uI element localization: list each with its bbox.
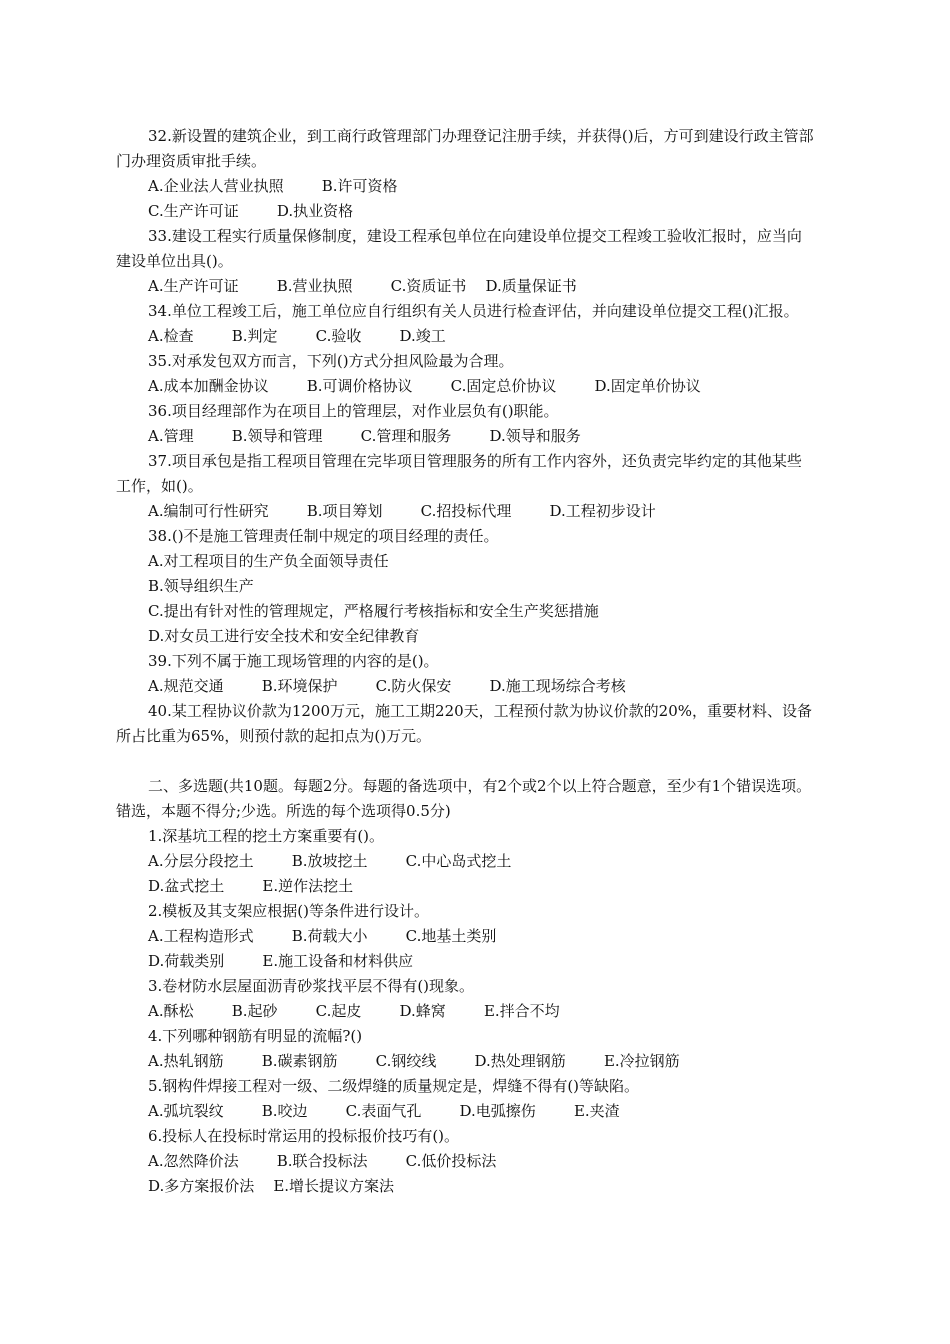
question-34: 34.单位工程竣工后，施工单位应自行组织有关人员进行检查评估，并向建设单位提交工程()汇报。 bbox=[148, 302, 799, 320]
section-2-heading: 二、多选题(共10题。每题2分。每题的备选项中，有2个或2个以上符合题意，至少有1个错误选项。错选，本题不得分;少选。所选的每个选项得0.5分) bbox=[116, 777, 812, 820]
mc-question-1: 1.深基坑工程的挖土方案重要有()。 bbox=[148, 827, 385, 845]
mc-options-1-d: D.盆式挖土 E.逆作法挖土 bbox=[148, 877, 354, 895]
mc-question-5: 5.钢构件焊接工程对一级、二级焊缝的质量规定是，焊缝不得有()等缺陷。 bbox=[148, 1077, 640, 1095]
question-39: 39.下列不属于施工现场管理的内容的是()。 bbox=[148, 652, 439, 670]
options-38-b: B.领导组织生产 bbox=[148, 577, 254, 595]
mc-options-5: A.弧坑裂纹 B.咬边 C.表面气孔 D.电弧擦伤 E.夹渣 bbox=[148, 1102, 620, 1120]
options-37: A.编制可行性研究 B.项目筹划 C.招投标代理 D.工程初步设计 bbox=[148, 502, 656, 520]
document-page bbox=[116, 124, 816, 1199]
options-33: A.生产许可证 B.营业执照 C.资质证书 D.质量保证书 bbox=[148, 277, 577, 295]
question-38: 38.()不是施工管理责任制中规定的项目经理的责任。 bbox=[148, 527, 499, 545]
mc-question-3: 3.卷材防水层屋面沥青砂浆找平层不得有()现象。 bbox=[148, 977, 475, 995]
mc-question-2: 2.模板及其支架应根据()等条件进行设计。 bbox=[148, 902, 430, 920]
question-35: 35.对承发包双方而言，下列()方式分担风险最为合理。 bbox=[148, 352, 514, 370]
question-32: 32.新设置的建筑企业，到工商行政管理部门办理登记注册手续，并获得()后，方可到建设行政主管部门办理资质审批手续。 bbox=[116, 127, 814, 170]
mc-question-6: 6.投标人在投标时常运用的投标报价技巧有()。 bbox=[148, 1127, 460, 1145]
options-38-c: C.提出有针对性的管理规定，严格履行考核指标和安全生产奖惩措施 bbox=[148, 602, 599, 620]
options-34: A.检查 B.判定 C.验收 D.竣工 bbox=[148, 327, 446, 345]
question-36: 36.项目经理部作为在项目上的管理层，对作业层负有()职能。 bbox=[148, 402, 559, 420]
mc-options-2-a: A.工程构造形式 B.荷载大小 C.地基土类别 bbox=[148, 927, 497, 945]
question-40: 40.某工程协议价款为1200万元，施工工期220天，工程预付款为协议价款的20%，重要材料、设备所占比重为65%，则预付款的起扣点为()万元。 bbox=[116, 702, 813, 745]
mc-options-2-d: D.荷载类别 E.施工设备和材料供应 bbox=[148, 952, 414, 970]
options-32-c: C.生产许可证 D.执业资格 bbox=[148, 202, 354, 220]
mc-options-1-a: A.分层分段挖土 B.放坡挖土 C.中心岛式挖土 bbox=[148, 852, 512, 870]
mc-options-6-a: A.忽然降价法 B.联合投标法 C.低价投标法 bbox=[148, 1152, 497, 1170]
options-32-a: A.企业法人营业执照 B.许可资格 bbox=[148, 177, 398, 195]
mc-options-3: A.酥松 B.起砂 C.起皮 D.蜂窝 E.拌合不均 bbox=[148, 1002, 560, 1020]
mc-options-4: A.热轧钢筋 B.碳素钢筋 C.钢绞线 D.热处理钢筋 E.冷拉钢筋 bbox=[148, 1052, 680, 1070]
options-38-a: A.对工程项目的生产负全面领导责任 bbox=[148, 552, 389, 570]
mc-options-6-d: D.多方案报价法 E.增长提议方案法 bbox=[148, 1177, 395, 1195]
question-37: 37.项目承包是指工程项目管理在完毕项目管理服务的所有工作内容外，还负责完毕约定的其他某些工作，如()。 bbox=[116, 452, 802, 495]
options-38-d: D.对女员工进行安全技术和安全纪律教育 bbox=[148, 627, 420, 645]
question-33: 33.建设工程实行质量保修制度，建设工程承包单位在向建设单位提交工程竣工验收汇报时，应当向建设单位出具()。 bbox=[116, 227, 802, 270]
options-39: A.规范交通 B.环境保护 C.防火保安 D.施工现场综合考核 bbox=[148, 677, 626, 695]
mc-question-4: 4.下列哪种钢筋有明显的流幅?() bbox=[148, 1027, 363, 1045]
section-gap bbox=[116, 749, 816, 774]
options-35: A.成本加酬金协议 B.可调价格协议 C.固定总价协议 D.固定单价协议 bbox=[148, 377, 701, 395]
options-36: A.管理 B.领导和管理 C.管理和服务 D.领导和服务 bbox=[148, 427, 581, 445]
